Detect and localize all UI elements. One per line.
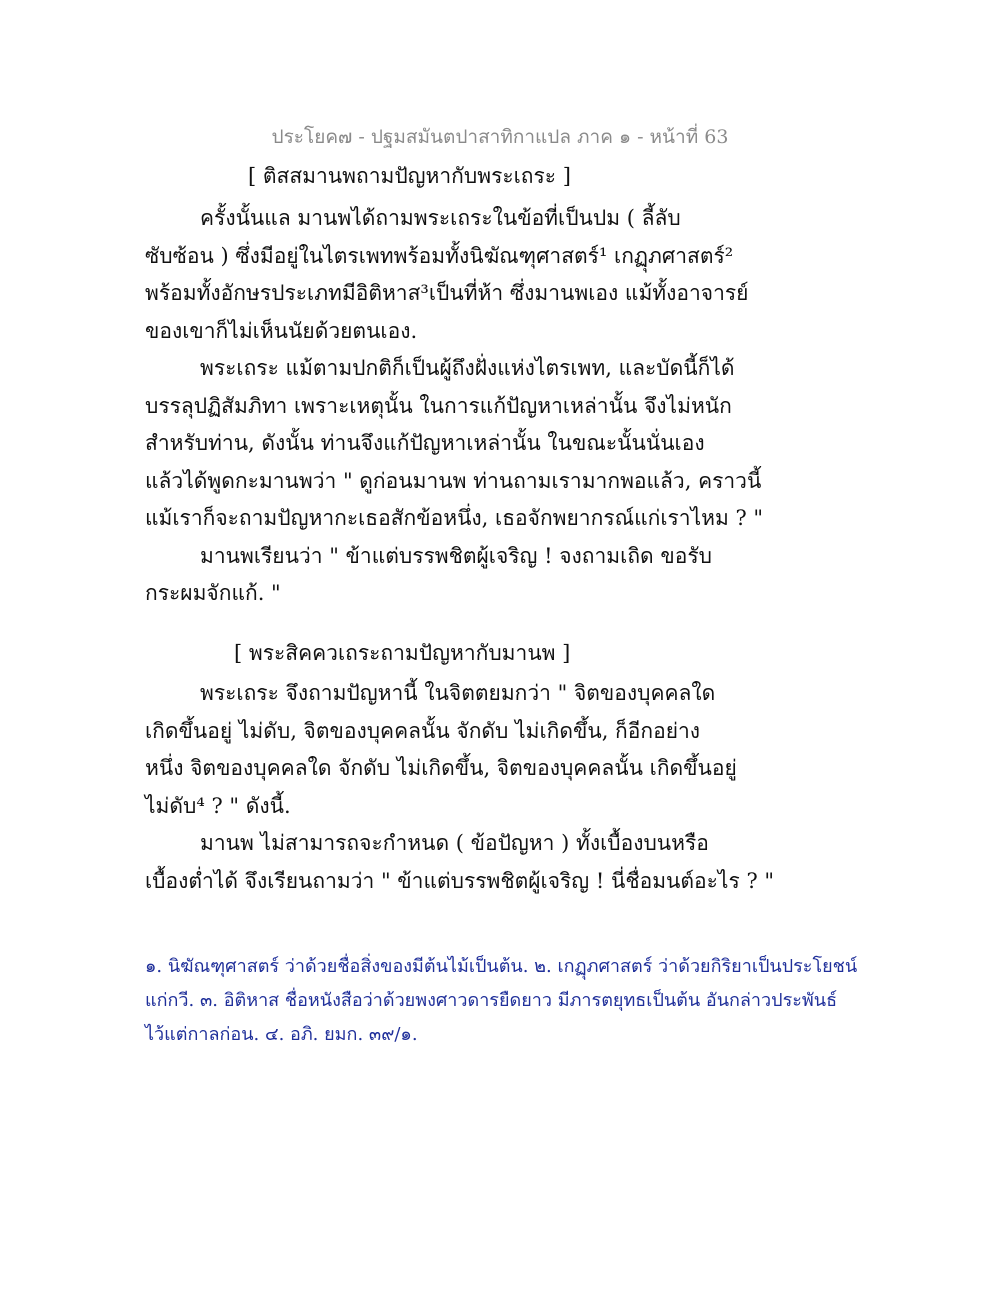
footnote-line: แก่กวี. ๓. อิติหาส ชื่อหนังสือว่าด้วยพงศาวดารยืดยาว มีภารตยุทธเป็นต้น อันกล่าวประพันธ์ (145, 990, 838, 1011)
body-section-1 (145, 200, 857, 613)
footnote-line: ๑. นิฆัณฑุศาสตร์ ว่าด้วยชื่อสิ่งของมีต้นไม้เป็นต้น. ๒. เกฏุภศาสตร์ ว่าด้วยกิริยาเป็นประโยชน์ (145, 956, 858, 977)
text-line: พระเถระ จึงถามปัญหานี้ ในจิตตยมกว่า " จิตของบุคคลใด (200, 681, 716, 705)
section-heading-siggava-asks: [ พระสิคควเถระถามปัญหากับมานพ ] (234, 641, 571, 665)
section-heading-tissa-asks: [ ติสสมานพถามปัญหากับพระเถระ ] (248, 164, 571, 188)
text-line: กระผมจักแก้. " (145, 581, 281, 605)
text-line: เกิดขึ้นอยู่ ไม่ดับ, จิตของบุคคลนั้น จักดับ ไม่เกิดขึ้น, ก็อีกอย่าง (145, 718, 701, 743)
text-line: แล้วได้พูดกะมานพว่า " ดูก่อนมานพ ท่านถามเรามากพอแล้ว, คราวนี้ (145, 468, 762, 493)
text-line: แม้เราก็จะถามปัญหากะเธอสักข้อหนึ่ง, เธอจักพยากรณ์แก่เราไหม ? " (145, 506, 764, 530)
text-line: บรรลุปฏิสัมภิทา เพราะเหตุนั้น ในการแก้ปัญหาเหล่านั้น จึงไม่หนัก (145, 393, 732, 418)
text-line: หนึ่ง จิตของบุคคลใด จักดับ ไม่เกิดขึ้น, จิตของบุคคลนั้น เกิดขึ้นอยู่ (145, 756, 737, 780)
page-header (0, 122, 1000, 152)
text-line: มานพ ไม่สามารถจะกำหนด ( ข้อปัญหา ) ทั้งเบื้องบนหรือ (200, 831, 709, 855)
footnote-line: ไว้แต่กาลก่อน. ๔. อภิ. ยมก. ๓๙/๑. (145, 1024, 418, 1045)
body-section-2 (145, 675, 857, 900)
text-line: ไม่ดับ⁴ ? " ดังนี้. (145, 793, 291, 818)
text-line: พร้อมทั้งอักษรประเภทมีอิติหาส³เป็นที่ห้า ซึ่งมานพเอง แม้ทั้งอาจารย์ (145, 281, 749, 305)
text-line: สำหรับท่าน, ดังนั้น ท่านจึงแก้ปัญหาเหล่านั้น ในขณะนั้นนั่นเอง (145, 431, 705, 455)
text-line: ครั้งนั้นแล มานพได้ถามพระเถระในข้อที่เป็นปม ( ลี้ลับ (200, 206, 681, 230)
text-line: ของเขาก็ไม่เห็นนัยด้วยตนเอง. (145, 318, 418, 343)
text-line: เบื้องต่ำได้ จึงเรียนถามว่า " ข้าแต่บรรพชิตผู้เจริญ ! นี่ชื่อมนต์อะไร ? " (145, 868, 775, 893)
text-line: พระเถระ แม้ตามปกติก็เป็นผู้ถึงฝั่งแห่งไตรเพท, และบัดนี้ก็ได้ (200, 356, 735, 380)
text-line: มานพเรียนว่า " ข้าแต่บรรพชิตผู้เจริญ ! จงถามเถิด ขอรับ (200, 543, 712, 568)
text-line: ซับซ้อน ) ซึ่งมีอยู่ในไตรเพทพร้อมทั้งนิฆัณฑุศาสตร์¹ เกฏุภศาสตร์² (145, 243, 734, 268)
footnotes (145, 950, 857, 1052)
page-header-text: ประโยค๗ - ปฐมสมันตปาสาทิกาแปล ภาค ๑ - หน้าที่ 63 (271, 126, 729, 148)
